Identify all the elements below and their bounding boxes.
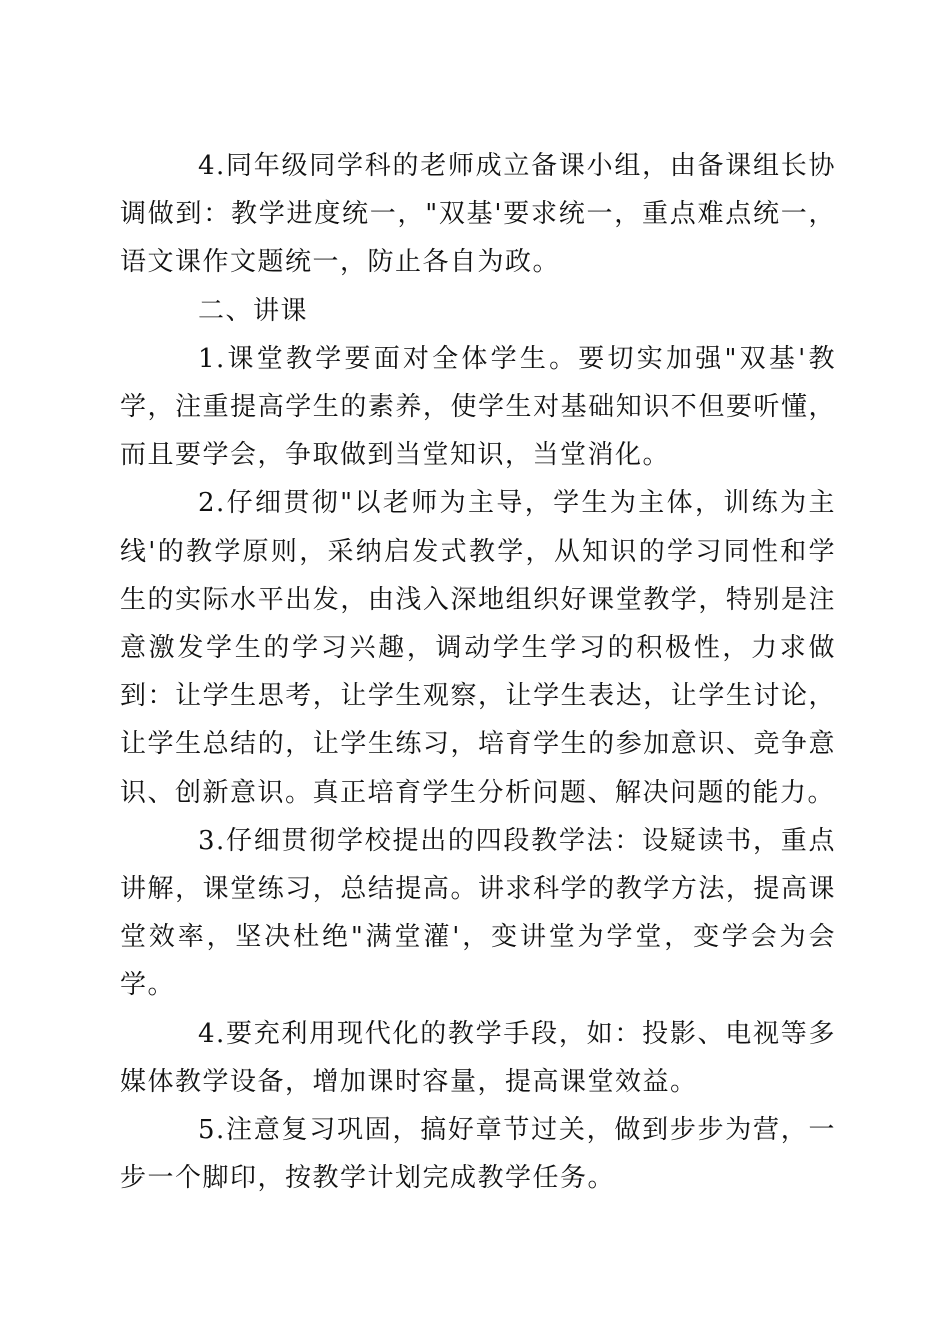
section-heading-lecture: 二、讲课 <box>198 295 309 326</box>
paragraph-lecture-3: 3.仔细贯彻学校提出的四段教学法：设疑读书，重点讲解，课堂练习，总结提高。讲求科学的教学方法，提高课堂效率，坚决杜绝"满堂灌'，变讲堂为学堂，变学会为会学。 <box>120 825 836 1001</box>
document-body <box>120 142 836 1202</box>
paragraph-prep-group: 4.同年级同学科的老师成立备课小组，由备课组长协调做到：教学进度统一，"双基'要求统一，重点难点统一，语文课作文题统一，防止各自为政。 <box>120 151 836 278</box>
paragraph-lecture-2: 2.仔细贯彻"以老师为主导，学生为主体，训练为主线'的教学原则，采纳启发式教学，从知识的学习同性和学生的实际水平出发，由浅入深地组织好课堂教学，特别是注意激发学生的学习兴趣，调动学生学习的积极性，力求做到：让学生思考，让学生观察，让学生表达，让学生讨论，让学生总结的，让学生练习，培育学生的参加意识、竞争意识、创新意识。真正培育学生分析问题、解决问题的能力。 <box>120 488 836 808</box>
paragraph-lecture-1: 1.课堂教学要面对全体学生。要切实加强"双基'教学，注重提高学生的素养，使学生对基础知识不但要听懂，而且要学会，争取做到当堂知识，当堂消化。 <box>120 343 836 471</box>
paragraph-lecture-4: 4.要充利用现代化的教学手段，如：投影、电视等多媒体教学设备，增加课时容量，提高课堂效益。 <box>120 1018 836 1097</box>
paragraph-lecture-5: 5.注意复习巩固，搞好章节过关，做到步步为营，一步一个脚印，按教学计划完成教学任务。 <box>120 1115 836 1194</box>
